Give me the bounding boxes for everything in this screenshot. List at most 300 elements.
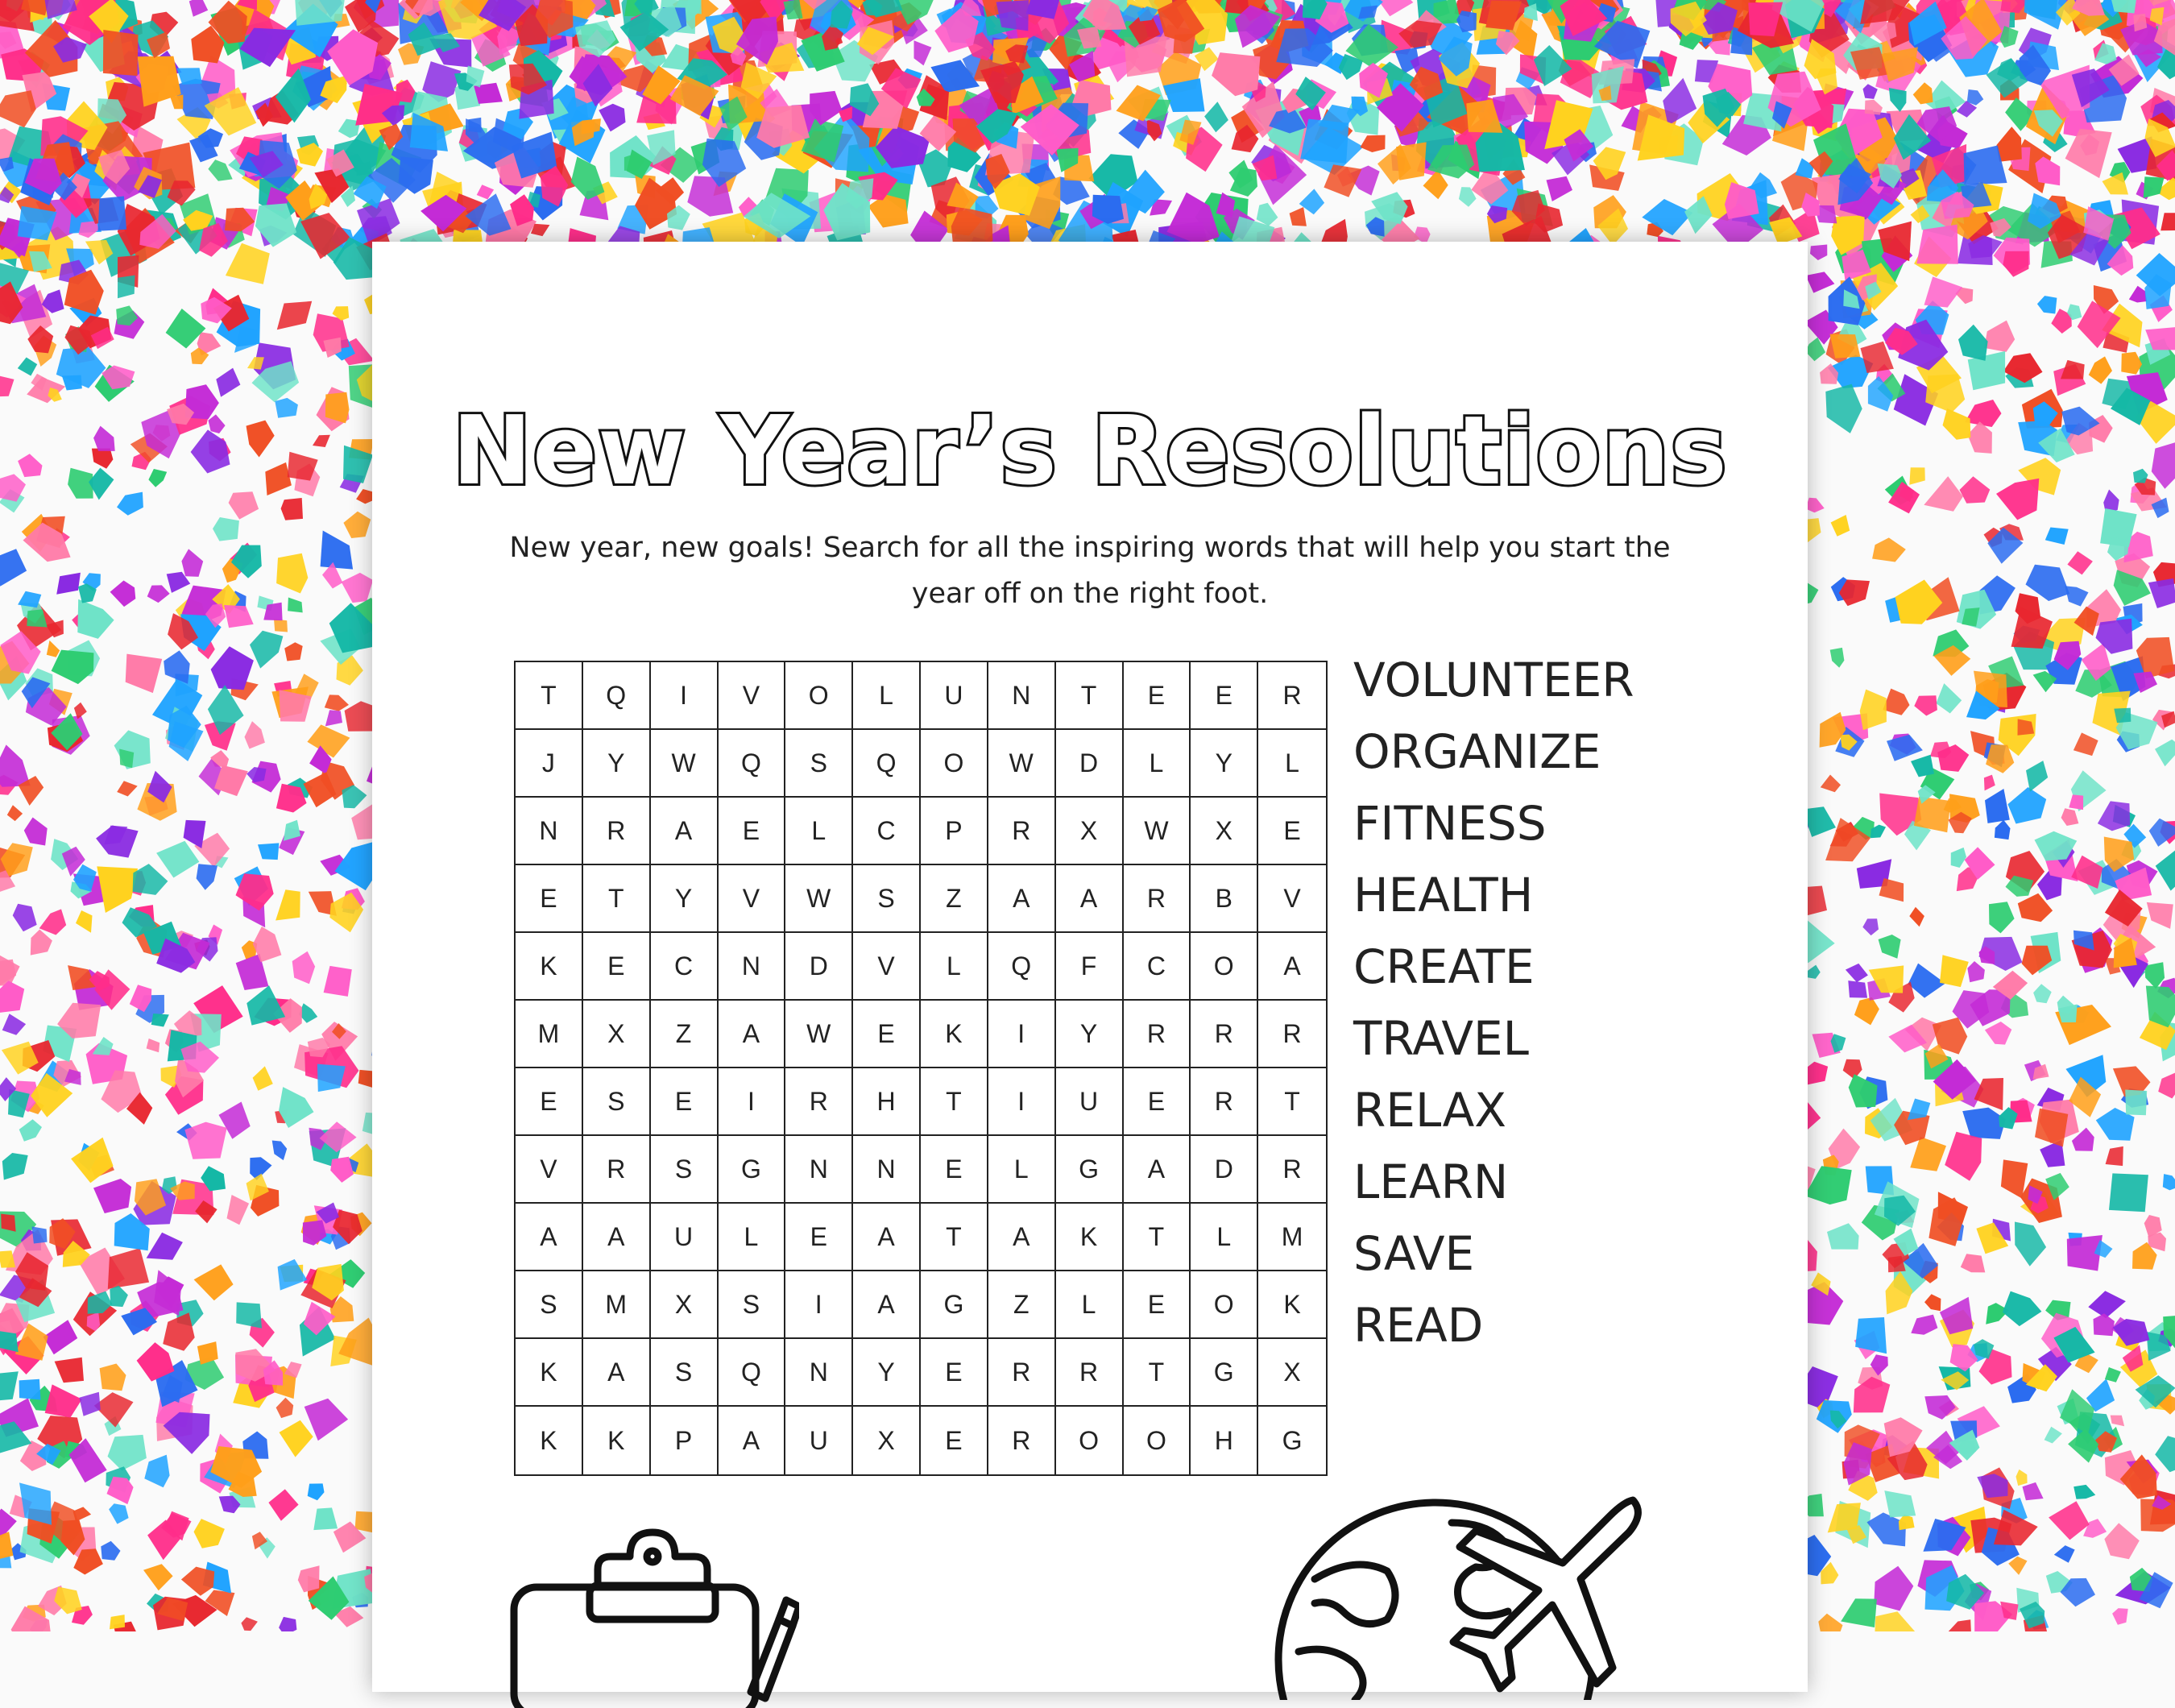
confetti-piece [1936,683,1962,713]
grid-cell[interactable]: S [719,1271,786,1339]
grid-cell[interactable]: S [583,1068,651,1136]
confetti-piece [18,358,37,376]
confetti-piece [0,90,36,127]
confetti-piece [2033,984,2052,1003]
confetti-piece [2003,251,2028,277]
grid-cell[interactable]: W [785,1001,853,1068]
confetti-piece [19,1482,52,1524]
confetti-piece [1958,325,1988,361]
confetti-piece [313,435,330,447]
confetti-piece [0,1371,19,1401]
grid-cell[interactable]: G [1258,1407,1326,1474]
confetti-piece [2106,1146,2123,1166]
word-search-sheet [372,242,1808,1692]
confetti-piece [241,1617,258,1631]
grid-cell[interactable]: O [921,730,988,798]
grid-cell[interactable]: V [1258,865,1326,933]
grid-cell[interactable]: Y [1056,1001,1124,1068]
confetti-piece [1806,272,1835,292]
confetti-piece [258,843,279,860]
confetti-piece [1396,142,1427,180]
grid-cell[interactable]: E [1258,798,1326,865]
grid-cell[interactable]: E [853,1001,921,1068]
grid-cell[interactable]: T [583,865,651,933]
grid-cell[interactable]: N [516,798,583,865]
grid-cell[interactable]: Z [988,1271,1056,1339]
confetti-piece [335,841,377,890]
confetti-piece [1843,1059,1862,1080]
grid-cell[interactable]: E [651,1068,719,1136]
grid-cell[interactable]: D [1191,1136,1258,1204]
grid-cell[interactable]: R [988,798,1056,865]
grid-cell[interactable]: K [516,933,583,1001]
confetti-piece [2125,1090,2147,1116]
confetti-piece [278,1259,308,1291]
grid-cell[interactable]: V [853,933,921,1001]
grid-cell[interactable]: T [1056,662,1124,730]
grid-cell[interactable]: A [1124,1136,1191,1204]
confetti-piece [276,889,300,920]
grid-cell[interactable]: A [583,1204,651,1271]
confetti-piece [2023,1482,2044,1500]
grid-cell[interactable]: Y [1191,730,1258,798]
grid-cell[interactable]: X [1258,1339,1326,1407]
grid-cell[interactable]: A [853,1204,921,1271]
grid-cell[interactable]: T [1258,1068,1326,1136]
grid-cell[interactable]: E [785,1204,853,1271]
grid-cell[interactable]: Z [651,1001,719,1068]
grid-cell[interactable]: R [1258,1001,1326,1068]
grid-cell[interactable]: S [651,1339,719,1407]
grid-cell[interactable]: D [785,933,853,1001]
confetti-piece [100,1364,126,1391]
grid-cell[interactable]: R [1056,1339,1124,1407]
grid-cell[interactable]: R [583,798,651,865]
grid-cell[interactable]: R [785,1068,853,1136]
confetti-piece [1846,964,1868,982]
grid-cell[interactable]: N [988,662,1056,730]
confetti-piece [110,1286,128,1307]
confetti-piece [1910,1137,1946,1171]
confetti-piece [298,1565,320,1592]
grid-cell[interactable]: L [1056,1271,1124,1339]
confetti-piece [92,449,113,469]
grid-cell[interactable]: U [651,1204,719,1271]
grid-cell[interactable]: E [516,865,583,933]
confetti-piece [13,904,37,932]
grid-cell[interactable]: K [1056,1204,1124,1271]
confetti-piece [18,454,42,477]
grid-cell[interactable]: T [1124,1204,1191,1271]
grid-cell[interactable]: U [921,662,988,730]
confetti-piece [2071,856,2102,889]
confetti-piece [0,980,24,1013]
grid-cell[interactable]: L [785,798,853,865]
confetti-piece [1257,203,1278,226]
confetti-piece [1831,515,1850,537]
confetti-piece [71,1138,114,1183]
confetti-piece [284,642,303,661]
confetti-piece [571,157,605,200]
confetti-piece [209,414,226,433]
grid-cell[interactable]: W [785,865,853,933]
grid-cell[interactable]: Q [719,730,786,798]
grid-cell[interactable]: A [651,798,719,865]
globe-airplane-icon [1266,1490,1645,1700]
grid-cell[interactable]: K [921,1001,988,1068]
grid-cell[interactable]: Y [651,865,719,933]
grid-cell[interactable]: X [1056,798,1124,865]
confetti-piece [321,531,354,570]
grid-cell[interactable]: E [921,1136,988,1204]
confetti-piece [2104,1523,2139,1559]
confetti-piece [62,375,82,391]
confetti-piece [308,1483,325,1500]
confetti-piece [1300,119,1348,164]
grid-cell[interactable]: E [921,1407,988,1474]
grid-cell[interactable]: L [1124,730,1191,798]
grid-cell[interactable]: S [785,730,853,798]
word-list [1353,651,1756,1368]
grid-cell[interactable]: O [1191,1271,1258,1339]
grid-cell[interactable]: S [651,1136,719,1204]
grid-cell[interactable]: A [1258,933,1326,1001]
grid-cell[interactable]: R [988,1407,1056,1474]
confetti-piece [2065,586,2088,606]
grid-cell[interactable]: W [1124,798,1191,865]
grid-cell[interactable]: A [988,865,1056,933]
confetti-piece [103,30,139,76]
confetti-piece [1940,955,1969,987]
confetti-piece [118,276,135,299]
word-list-item: HEALTH [1353,866,1756,938]
puzzle-instructions: New year, new goals! Search for all the inspiring words that will help you start the year off on the right foot. [509,525,1671,617]
confetti-piece [2109,1173,2148,1212]
confetti-piece [2129,286,2147,303]
confetti-piece [181,1567,214,1596]
confetti-piece [126,654,163,694]
confetti-piece [2121,352,2142,375]
confetti-piece [181,549,203,577]
grid-cell[interactable]: E [921,1339,988,1407]
confetti-piece [2015,1222,2046,1266]
confetti-piece [0,375,14,396]
grid-cell[interactable]: A [719,1001,786,1068]
confetti-piece [226,243,270,284]
grid-cell[interactable]: A [516,1204,583,1271]
confetti-piece [2016,1470,2028,1486]
grid-cell[interactable]: H [853,1068,921,1136]
grid-cell[interactable]: Y [583,730,651,798]
grid-cell[interactable]: A [1056,865,1124,933]
confetti-piece [189,0,208,17]
confetti-piece [1875,1611,1917,1631]
grid-cell[interactable]: U [785,1407,853,1474]
grid-cell[interactable]: E [1124,662,1191,730]
grid-cell[interactable]: I [651,662,719,730]
confetti-piece [2156,849,2175,890]
grid-cell[interactable]: N [853,1136,921,1204]
confetti-piece [7,805,23,821]
confetti-piece [1805,498,1824,513]
confetti-piece [1913,82,1933,104]
confetti-piece [292,951,315,985]
grid-cell[interactable]: S [853,865,921,933]
confetti-piece [303,1220,327,1246]
grid-cell[interactable]: E [1124,1271,1191,1339]
confetti-piece [313,1507,338,1530]
confetti-piece [342,785,367,808]
grid-cell[interactable]: R [1124,865,1191,933]
grid-cell[interactable]: D [1056,730,1124,798]
confetti-piece [151,1014,169,1027]
grid-cell[interactable]: E [719,798,786,865]
grid-cell[interactable]: I [719,1068,786,1136]
grid-cell[interactable]: Q [988,933,1056,1001]
grid-cell[interactable]: G [921,1271,988,1339]
grid-cell[interactable]: X [853,1407,921,1474]
grid-cell[interactable]: C [1124,933,1191,1001]
confetti-piece [1961,1254,1986,1272]
confetti-piece [0,744,31,786]
grid-cell[interactable]: I [785,1271,853,1339]
confetti-piece [2065,129,2112,178]
confetti-piece [197,864,218,889]
grid-cell[interactable]: W [651,730,719,798]
grid-cell[interactable]: L [1258,730,1326,798]
grid-cell[interactable]: N [785,1136,853,1204]
confetti-piece [274,619,288,632]
grid-cell[interactable]: I [988,1068,1056,1136]
confetti-piece [275,398,298,418]
confetti-piece [0,953,20,986]
confetti-piece [2155,1436,2175,1472]
confetti-piece [2008,1557,2027,1575]
confetti-piece [2069,794,2083,810]
confetti-piece [2,1014,26,1035]
confetti-piece [1985,789,2010,823]
grid-cell[interactable]: L [921,933,988,1001]
grid-cell[interactable]: A [719,1407,786,1474]
confetti-piece [1830,648,1845,668]
confetti-piece [2049,1501,2090,1540]
confetti-piece [2044,1427,2062,1444]
word-list-item: SAVE [1353,1225,1756,1296]
confetti-piece [1909,467,1925,485]
grid-cell[interactable]: R [1191,1068,1258,1136]
confetti-piece [208,160,232,181]
confetti-piece [176,68,202,85]
grid-cell[interactable]: P [921,798,988,865]
grid-cell[interactable]: L [988,1136,1056,1204]
confetti-piece [144,1455,169,1488]
confetti-piece [1810,245,1827,261]
grid-cell[interactable]: L [1191,1204,1258,1271]
grid-cell[interactable]: K [516,1339,583,1407]
confetti-piece [1960,476,1991,504]
confetti-piece [280,1420,313,1457]
confetti-piece [93,1179,131,1213]
confetti-piece [277,301,312,330]
grid-cell[interactable]: O [1056,1407,1124,1474]
grid-cell[interactable]: L [719,1204,786,1271]
confetti-piece [1547,176,1573,201]
confetti-piece [342,573,374,603]
grid-cell[interactable]: R [988,1339,1056,1407]
grid-cell[interactable]: F [1056,933,1124,1001]
grid-cell[interactable]: R [1258,1136,1326,1204]
puzzle-title: New Year’s Resolutions [372,395,1808,506]
confetti-piece [2003,1291,2042,1327]
confetti-piece [245,721,265,748]
grid-cell[interactable]: M [516,1001,583,1068]
confetti-piece [109,1503,129,1524]
grid-cell[interactable]: G [719,1136,786,1204]
confetti-piece [2163,1174,2175,1190]
grid-cell[interactable]: H [1191,1407,1258,1474]
grid-cell[interactable]: B [1191,865,1258,933]
grid-cell[interactable]: C [853,798,921,865]
confetti-piece [52,650,94,685]
confetti-piece [194,1519,225,1548]
confetti-piece [1889,88,1907,112]
confetti-piece [77,599,114,639]
grid-cell[interactable]: I [988,1001,1056,1068]
confetti-piece [1924,1294,1941,1311]
grid-cell[interactable]: L [853,662,921,730]
grid-cell[interactable]: W [988,730,1056,798]
confetti-piece [324,966,352,997]
confetti-piece [213,517,239,541]
grid-cell[interactable]: A [988,1204,1056,1271]
grid-cell[interactable]: R [583,1136,651,1204]
grid-cell[interactable]: K [1258,1271,1326,1339]
confetti-piece [246,421,275,458]
grid-cell[interactable]: X [583,1001,651,1068]
confetti-piece [1883,689,1909,715]
confetti-piece [1908,964,1945,998]
confetti-piece [1985,1022,2011,1045]
grid-cell[interactable]: U [1056,1068,1124,1136]
confetti-piece [1911,755,1934,777]
confetti-piece [276,553,308,594]
confetti-piece [325,710,342,726]
grid-cell[interactable]: Q [853,730,921,798]
confetti-piece [914,40,932,65]
grid-cell[interactable]: Q [583,662,651,730]
grid-cell[interactable]: V [719,662,786,730]
grid-cell[interactable]: X [1191,798,1258,865]
confetti-piece [1967,421,1992,454]
clipboard-pencil-icon [509,1523,799,1708]
grid-cell[interactable]: R [1258,662,1326,730]
grid-cell[interactable]: O [1191,933,1258,1001]
grid-cell[interactable]: T [921,1068,988,1136]
confetti-piece [110,581,136,607]
confetti-piece [117,781,138,796]
confetti-piece [2158,1071,2175,1098]
confetti-piece [147,1233,183,1260]
confetti-piece [1965,400,2001,427]
letter-grid [514,661,1328,1476]
grid-cell[interactable]: G [1191,1339,1258,1407]
confetti-piece [19,1119,42,1142]
confetti-piece [1984,775,1995,791]
grid-cell[interactable]: G [1056,1136,1124,1204]
grid-cell[interactable]: T [1124,1339,1191,1407]
grid-cell[interactable]: M [583,1271,651,1339]
confetti-piece [1204,102,1228,132]
grid-cell[interactable]: A [853,1271,921,1339]
confetti-piece [156,841,199,878]
confetti-piece [1827,1223,1859,1250]
confetti-piece [1945,1132,1982,1181]
grid-cell[interactable]: Z [921,865,988,933]
confetti-piece [2160,213,2175,230]
grid-cell[interactable]: J [516,730,583,798]
confetti-piece [2022,946,2053,976]
confetti-piece [1825,384,1862,433]
grid-cell[interactable]: E [1124,1068,1191,1136]
grid-cell[interactable]: Y [853,1339,921,1407]
grid-cell[interactable]: T [516,662,583,730]
confetti-piece [1821,775,1841,793]
confetti-piece [24,818,48,846]
grid-cell[interactable]: S [516,1271,583,1339]
grid-cell[interactable]: P [651,1407,719,1474]
grid-cell[interactable]: K [516,1407,583,1474]
grid-cell[interactable]: E [583,933,651,1001]
confetti-piece [1914,695,1937,715]
confetti-piece [1212,52,1260,96]
confetti-piece [45,1384,82,1417]
grid-cell[interactable]: E [516,1068,583,1136]
confetti-piece [279,1617,296,1631]
confetti-piece [76,910,93,933]
grid-cell[interactable]: O [1124,1407,1191,1474]
confetti-piece [868,194,909,227]
grid-cell[interactable]: K [583,1407,651,1474]
confetti-piece [147,585,170,603]
grid-cell[interactable]: E [1191,662,1258,730]
confetti-piece [246,767,266,782]
word-list-item: LEARN [1353,1153,1756,1225]
confetti-piece [276,1398,294,1418]
grid-cell[interactable]: R [1124,1001,1191,1068]
grid-cell[interactable]: R [1191,1001,1258,1068]
confetti-piece [2111,1416,2124,1427]
confetti-piece [1862,918,1879,935]
grid-cell[interactable]: T [921,1204,988,1271]
grid-cell[interactable]: N [719,933,786,1001]
grid-cell[interactable]: A [583,1339,651,1407]
grid-cell[interactable]: M [1258,1204,1326,1271]
confetti-piece [288,598,303,613]
confetti-piece [1290,207,1307,226]
confetti-piece [2112,1608,2128,1625]
grid-cell[interactable]: N [785,1339,853,1407]
grid-cell[interactable]: X [651,1271,719,1339]
grid-cell[interactable]: O [785,662,853,730]
confetti-piece [98,197,127,231]
confetti-piece [2105,1367,2121,1383]
grid-cell[interactable]: V [719,865,786,933]
confetti-piece [343,512,371,538]
grid-cell[interactable]: C [651,933,719,1001]
grid-cell[interactable]: Q [719,1339,786,1407]
confetti-piece [1924,1395,1955,1420]
grid-cell[interactable]: V [516,1136,583,1204]
